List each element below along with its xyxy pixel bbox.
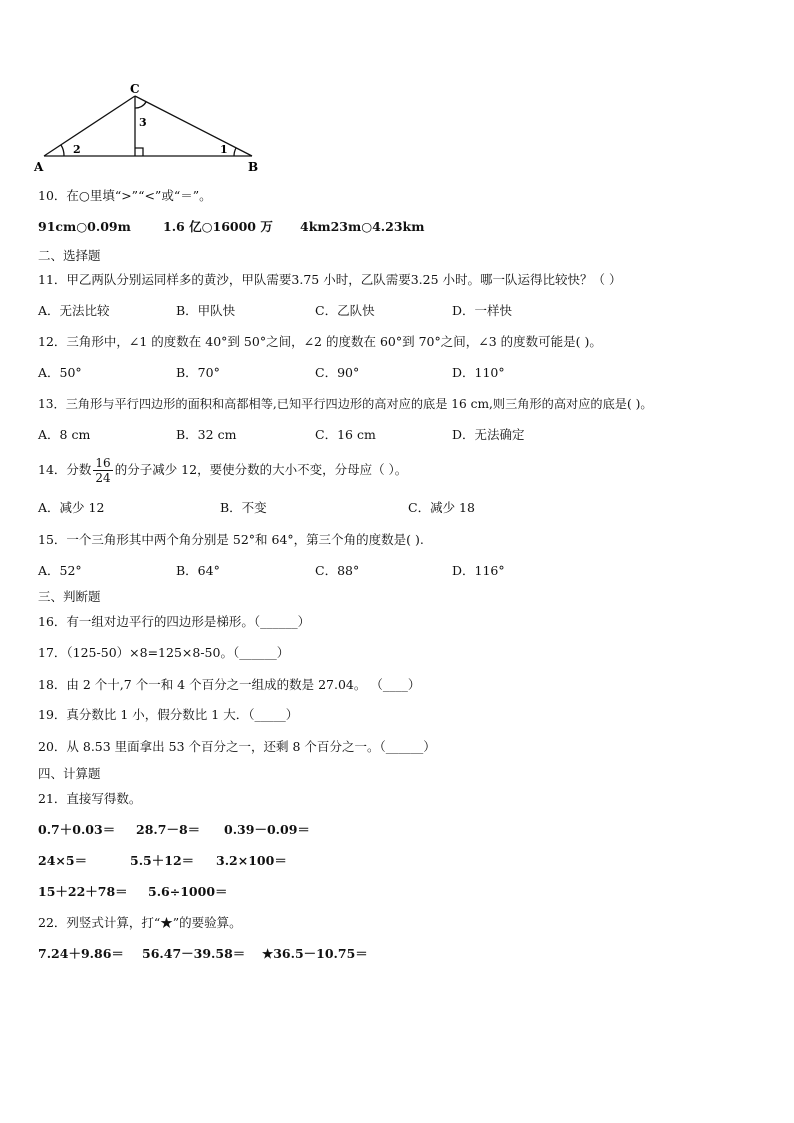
q14-suffix: 的分子减少 12，要使分数的大小不变，分母应（ ）。 bbox=[114, 462, 408, 477]
angle-3-arc bbox=[135, 102, 146, 108]
q22-item-3: ★36.5－10.75＝ bbox=[262, 946, 368, 961]
question-19: 19．真分数比 1 小，假分数比 1 大．（_____） bbox=[38, 707, 299, 722]
fraction-numerator: 16 bbox=[95, 456, 111, 470]
q12-option-a: A．50° bbox=[38, 365, 82, 380]
q21-row2-item-3: 3.2×100＝ bbox=[216, 853, 287, 868]
q10-item-3: 4km23m○4.23km bbox=[300, 219, 425, 234]
q14-option-a: A．减少 12 bbox=[38, 500, 105, 515]
q11-option-c: C．乙队快 bbox=[315, 303, 375, 318]
q15-option-d: D．116° bbox=[452, 563, 505, 578]
q14-option-c: C．减少 18 bbox=[408, 500, 475, 515]
q12-option-b: B．70° bbox=[176, 365, 220, 380]
question-14 bbox=[38, 453, 407, 487]
q21-row2-item-2: 5.5＋12＝ bbox=[130, 853, 195, 868]
q10-item-1: 91cm○0.09m bbox=[38, 219, 131, 234]
side-ac bbox=[44, 96, 135, 156]
q14-option-b: B．不变 bbox=[220, 500, 267, 515]
q15-option-b: B．64° bbox=[176, 563, 220, 578]
q13-option-b: B．32 cm bbox=[176, 427, 237, 442]
q13-option-a: A．8 cm bbox=[38, 427, 91, 442]
angle-label-3: 3 bbox=[139, 116, 147, 129]
vertex-label-b: B bbox=[248, 160, 259, 174]
angle-label-2: 2 bbox=[73, 143, 81, 156]
question-13: 13．三角形与平行四边形的面积和高都相等,已知平行四边形的高对应的底是 16 cm,则三角形的高对应的底是( )。 bbox=[38, 397, 653, 411]
q22-item-1: 7.24＋9.86＝ bbox=[38, 946, 124, 961]
triangle-figure bbox=[30, 80, 270, 175]
section-4-heading: 四、计算题 bbox=[38, 766, 101, 781]
right-angle-mark bbox=[135, 148, 143, 156]
q21-row2-item-1: 24×5＝ bbox=[38, 853, 88, 868]
question-17: 17．（125-50）×8=125×8-50。（______） bbox=[38, 645, 290, 660]
angle-label-1: 1 bbox=[220, 143, 228, 156]
question-21: 21．直接写得数。 bbox=[38, 791, 142, 806]
question-22: 22．列竖式计算，打“★”的要验算。 bbox=[38, 915, 242, 930]
question-15: 15．一个三角形其中两个角分别是 52°和 64°，第三个角的度数是( ). bbox=[38, 532, 424, 547]
question-18: 18．由 2 个十,7 个一和 4 个百分之一组成的数是 27.04。 （____） bbox=[38, 677, 421, 692]
section-2-heading: 二、选择题 bbox=[38, 248, 101, 263]
q12-option-c: C．90° bbox=[315, 365, 360, 380]
angle-2-arc bbox=[61, 145, 64, 156]
q11-option-d: D．一样快 bbox=[452, 303, 513, 318]
q13-option-d: D．无法确定 bbox=[452, 427, 525, 442]
q21-row1-item-1: 0.7＋0.03＝ bbox=[38, 822, 116, 837]
q11-option-b: B．甲队快 bbox=[176, 303, 236, 318]
q21-row1-item-2: 28.7－8＝ bbox=[136, 822, 201, 837]
question-12: 12．三角形中，∠1 的度数在 40°到 50°之间，∠2 的度数在 60°到 70°之间，∠3 的度数可能是( )。 bbox=[38, 334, 602, 349]
angle-1-arc bbox=[234, 148, 236, 156]
question-11: 11．甲乙两队分别运同样多的黄沙，甲队需要3.75 小时，乙队需要3.25 小时。哪一队运得比较快？（ ） bbox=[38, 272, 622, 287]
q13-option-c: C．16 cm bbox=[315, 427, 376, 442]
q12-option-d: D．110° bbox=[452, 365, 505, 380]
q22-item-2: 56.47－39.58＝ bbox=[142, 946, 246, 961]
q10-item-2: 1.6 亿○16000 万 bbox=[163, 219, 273, 234]
q21-row3-item-1: 15＋22＋78＝ bbox=[38, 884, 128, 899]
q14-prefix: 14．分数 bbox=[38, 462, 92, 477]
vertex-label-c: C bbox=[130, 82, 140, 96]
q21-row3-item-2: 5.6÷1000＝ bbox=[148, 884, 228, 899]
fraction-16-24 bbox=[93, 456, 112, 485]
q15-option-c: C．88° bbox=[315, 563, 360, 578]
q11-option-a: A．无法比较 bbox=[38, 303, 110, 318]
side-bc bbox=[135, 96, 252, 156]
section-3-heading: 三、判断题 bbox=[38, 589, 101, 604]
q21-row1-item-3: 0.39－0.09＝ bbox=[224, 822, 310, 837]
question-20: 20．从 8.53 里面拿出 53 个百分之一，还剩 8 个百分之一。（______） bbox=[38, 739, 436, 754]
fraction-denominator: 24 bbox=[95, 471, 111, 485]
vertex-label-a: A bbox=[34, 160, 44, 174]
q15-option-a: A．52° bbox=[38, 563, 82, 578]
question-16: 16．有一组对边平行的四边形是梯形。（______） bbox=[38, 614, 311, 629]
question-10: 10．在○里填“>”“<”或“＝”。 bbox=[38, 188, 212, 203]
